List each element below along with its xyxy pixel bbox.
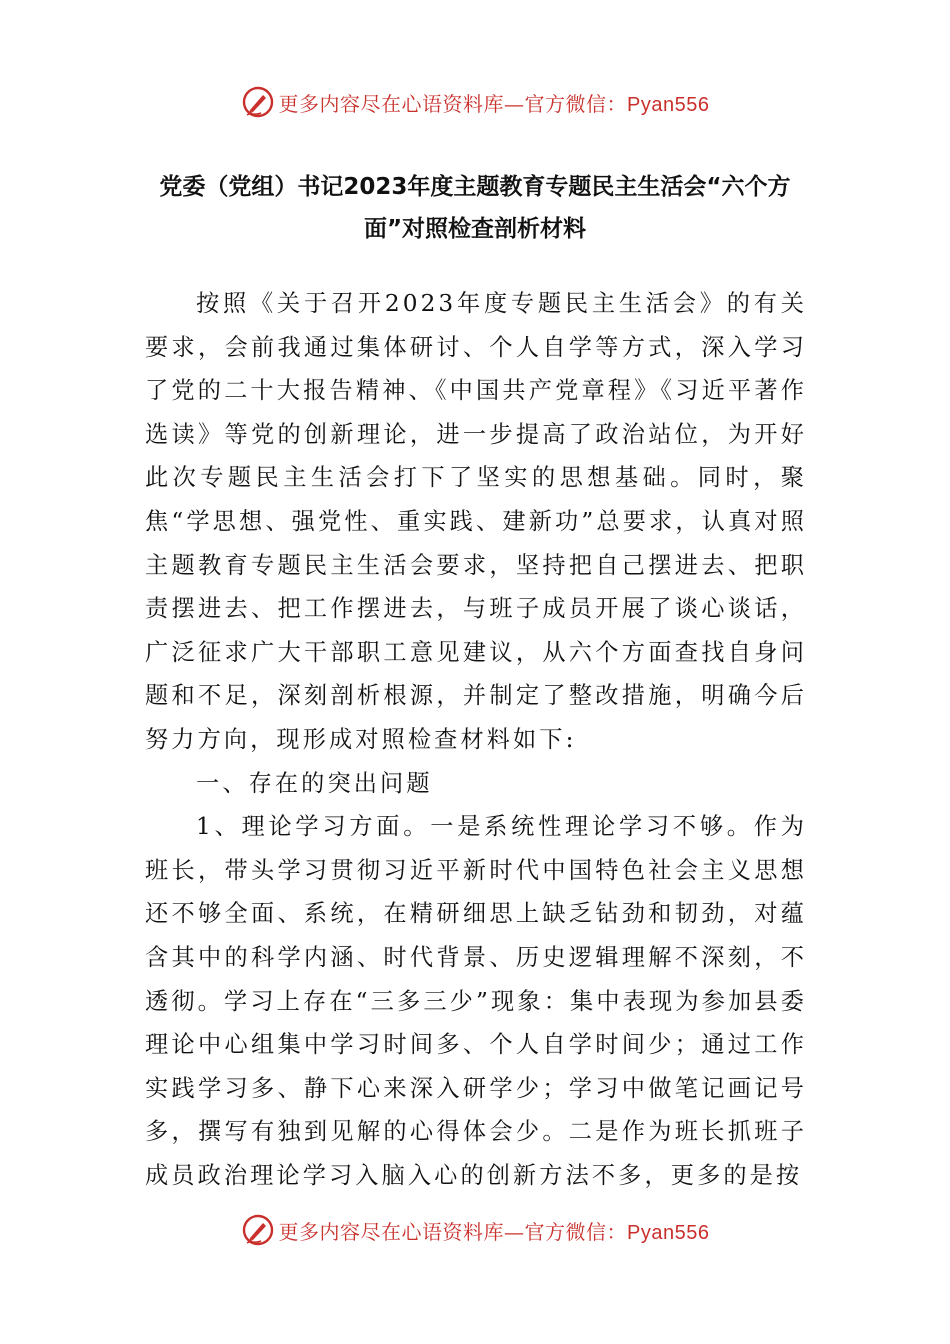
theory-study-paragraph: 1、理论学习方面。一是系统性理论学习不够。作为班长，带头学习贯彻习近平新时代中国特色社会主义思想还不够全面、系统，在精研细思上缺乏钻劲和韧劲，对蕴含其中的科学内涵、时代背景、历史逻辑理解不深刻，不透彻。学习上存在“三多三少”现象：集中表现为参加县委理论中心组集中学习时间多、个人自学时间少；通过工作实践学习多、静下心来深入研学少；学习中做笔记画记号多，撰写有独到见解的心得体会少。二是作为班长抓班子成员政治理论学习入脑入心的创新方法不多，更多的是按	[145, 813, 807, 1189]
section-heading: 一、存在的突出问题	[196, 769, 433, 797]
document-body	[145, 282, 807, 1197]
pen-logo-icon	[241, 1213, 275, 1247]
watermark-banner-bottom	[0, 1210, 950, 1250]
watermark-banner-top	[0, 82, 950, 122]
watermark-wechat-id: Pyan556	[627, 93, 710, 116]
document-title: 党委（党组）书记2023年度主题教育专题民主生活会“六个方面”对照检查剖析材料	[159, 174, 791, 242]
watermark-text: 更多内容尽在心语资料库—官方微信：Pyan556	[278, 91, 710, 116]
pen-logo-icon	[241, 85, 275, 119]
intro-paragraph: 按照《关于召开2023年度专题民主生活会》的有关要求，会前我通过集体研讨、个人自学等方式，深入学习了党的二十大报告精神、《中国共产党章程》《习近平著作选读》等党的创新理论，进一步提高了政治站位，为开好此次专题民主生活会打下了坚实的思想基础。同时，聚焦“学思想、强党性、重实践、建新功”总要求，认真对照主题教育专题民主生活会要求，坚持把自己摆进去、把职责摆进去、把工作摆进去，与班子成员开展了谈心谈话，广泛征求广大干部职工意见建议，从六个方面查找自身问题和不足，深刻剖析根源，并制定了整改措施，明确今后努力方向，现形成对照检查材料如下:	[145, 290, 807, 753]
watermark-text: 更多内容尽在心语资料库—官方微信：Pyan556	[278, 1219, 710, 1244]
watermark-wechat-id: Pyan556	[627, 1221, 710, 1244]
